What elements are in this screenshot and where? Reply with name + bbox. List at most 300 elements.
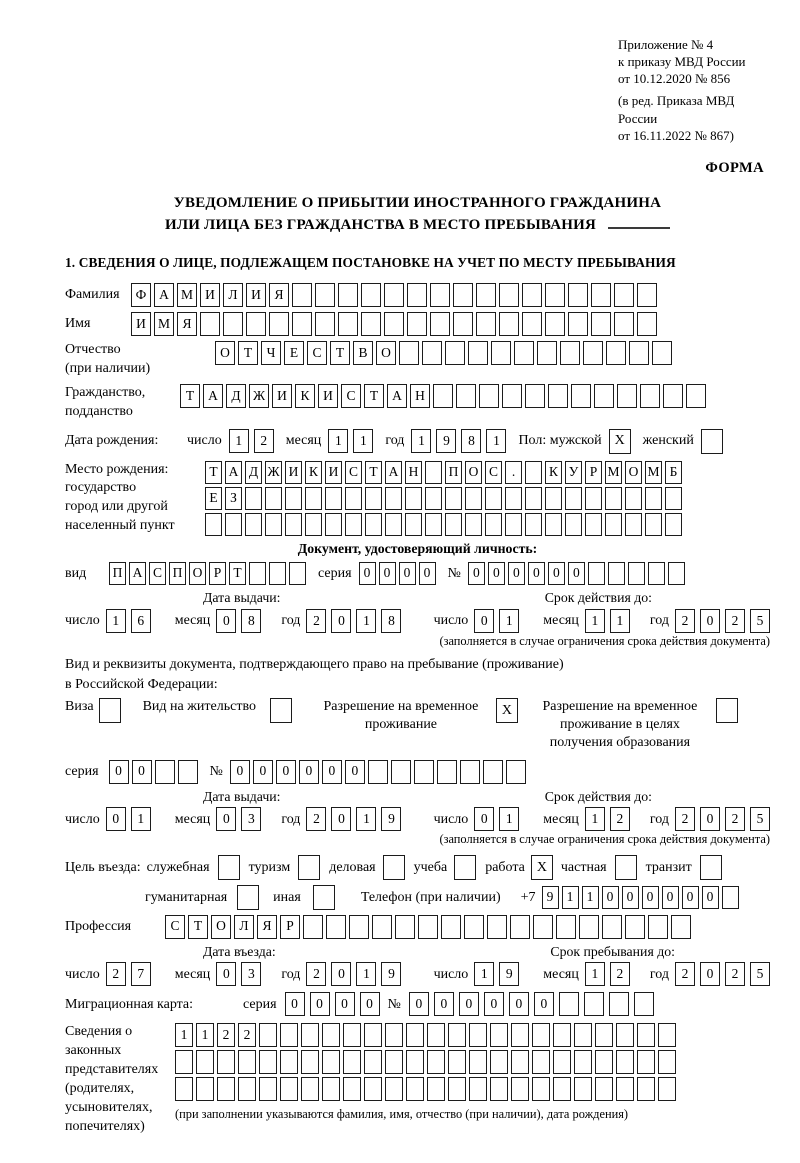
char-cell[interactable]: 9 [381, 807, 401, 831]
char-cell[interactable] [99, 698, 121, 723]
char-cell[interactable]: 0 [602, 886, 619, 909]
char-cell[interactable] [491, 341, 511, 365]
char-cell[interactable]: О [211, 915, 231, 939]
char-cell[interactable] [322, 1077, 340, 1101]
char-cell[interactable]: 1 [585, 609, 605, 633]
char-cell[interactable] [591, 312, 611, 336]
char-cell[interactable]: X [496, 698, 518, 723]
char-cell[interactable] [701, 429, 723, 454]
char-cell[interactable] [223, 312, 243, 336]
char-cell[interactable] [427, 1023, 445, 1047]
char-cell[interactable] [460, 760, 480, 784]
char-cell[interactable] [345, 487, 362, 510]
char-cell[interactable]: Н [405, 461, 422, 484]
char-cell[interactable]: 2 [306, 807, 326, 831]
char-cell[interactable] [245, 513, 262, 536]
char-cell[interactable] [343, 1077, 361, 1101]
char-cell[interactable] [364, 1077, 382, 1101]
char-cell[interactable] [259, 1050, 277, 1074]
char-cell[interactable]: 8 [381, 609, 401, 633]
char-cell[interactable] [200, 312, 220, 336]
char-cell[interactable] [269, 312, 289, 336]
char-cell[interactable]: 1 [196, 1023, 214, 1047]
char-cell[interactable] [686, 384, 706, 408]
char-cell[interactable] [571, 384, 591, 408]
char-cell[interactable]: 0 [132, 760, 152, 784]
char-cell[interactable] [259, 1077, 277, 1101]
char-cell[interactable] [217, 1050, 235, 1074]
char-cell[interactable]: М [605, 461, 622, 484]
char-cell[interactable]: 0 [534, 992, 554, 1016]
char-cell[interactable]: 2 [725, 807, 745, 831]
char-cell[interactable]: 1 [229, 429, 249, 453]
char-cell[interactable] [468, 341, 488, 365]
char-cell[interactable]: 0 [322, 760, 342, 784]
char-cell[interactable] [269, 562, 286, 585]
char-cell[interactable]: 0 [509, 992, 529, 1016]
char-cell[interactable] [361, 283, 381, 307]
char-cell[interactable] [205, 513, 222, 536]
char-cell[interactable] [522, 283, 542, 307]
char-cell[interactable]: 0 [331, 962, 351, 986]
char-cell[interactable]: М [645, 461, 662, 484]
char-cell[interactable] [425, 461, 442, 484]
char-cell[interactable]: 0 [622, 886, 639, 909]
char-cell[interactable]: Я [177, 312, 197, 336]
char-cell[interactable] [628, 562, 645, 585]
char-cell[interactable]: В [353, 341, 373, 365]
char-cell[interactable]: Д [226, 384, 246, 408]
char-cell[interactable] [325, 513, 342, 536]
char-cell[interactable] [722, 886, 739, 909]
char-cell[interactable]: С [307, 341, 327, 365]
char-cell[interactable] [637, 1077, 655, 1101]
char-cell[interactable]: К [295, 384, 315, 408]
char-cell[interactable] [265, 487, 282, 510]
char-cell[interactable]: 0 [310, 992, 330, 1016]
char-cell[interactable] [301, 1023, 319, 1047]
char-cell[interactable]: О [465, 461, 482, 484]
char-cell[interactable] [483, 760, 503, 784]
char-cell[interactable] [532, 1023, 550, 1047]
char-cell[interactable]: 3 [241, 807, 261, 831]
char-cell[interactable]: 0 [409, 992, 429, 1016]
char-cell[interactable] [448, 1023, 466, 1047]
char-cell[interactable]: 1 [610, 609, 630, 633]
char-cell[interactable] [514, 341, 534, 365]
char-cell[interactable]: 0 [253, 760, 273, 784]
char-cell[interactable] [487, 915, 507, 939]
char-cell[interactable] [406, 1050, 424, 1074]
char-cell[interactable] [532, 1077, 550, 1101]
char-cell[interactable] [605, 513, 622, 536]
char-cell[interactable] [579, 915, 599, 939]
char-cell[interactable]: 0 [345, 760, 365, 784]
char-cell[interactable] [499, 283, 519, 307]
char-cell[interactable] [574, 1050, 592, 1074]
char-cell[interactable] [545, 312, 565, 336]
char-cell[interactable] [533, 915, 553, 939]
char-cell[interactable] [343, 1050, 361, 1074]
char-cell[interactable] [553, 1050, 571, 1074]
char-cell[interactable]: К [545, 461, 562, 484]
char-cell[interactable]: И [272, 384, 292, 408]
char-cell[interactable]: 0 [682, 886, 699, 909]
char-cell[interactable] [372, 915, 392, 939]
char-cell[interactable] [292, 312, 312, 336]
char-cell[interactable] [427, 1050, 445, 1074]
char-cell[interactable] [425, 487, 442, 510]
char-cell[interactable]: И [200, 283, 220, 307]
char-cell[interactable] [663, 384, 683, 408]
char-cell[interactable]: Ж [265, 461, 282, 484]
char-cell[interactable]: А [387, 384, 407, 408]
char-cell[interactable]: Т [330, 341, 350, 365]
char-cell[interactable]: 0 [434, 992, 454, 1016]
char-cell[interactable] [430, 283, 450, 307]
char-cell[interactable] [453, 283, 473, 307]
char-cell[interactable] [637, 312, 657, 336]
char-cell[interactable] [545, 513, 562, 536]
char-cell[interactable]: Л [234, 915, 254, 939]
char-cell[interactable] [422, 341, 442, 365]
char-cell[interactable]: Т [365, 461, 382, 484]
char-cell[interactable] [464, 915, 484, 939]
char-cell[interactable] [361, 312, 381, 336]
char-cell[interactable]: 1 [486, 429, 506, 453]
char-cell[interactable]: X [609, 429, 631, 454]
char-cell[interactable] [716, 698, 738, 723]
char-cell[interactable] [595, 1077, 613, 1101]
char-cell[interactable]: 9 [436, 429, 456, 453]
char-cell[interactable]: Т [238, 341, 258, 365]
char-cell[interactable]: 0 [568, 562, 585, 585]
char-cell[interactable] [608, 562, 625, 585]
char-cell[interactable] [218, 855, 240, 880]
char-cell[interactable] [418, 915, 438, 939]
char-cell[interactable] [178, 760, 198, 784]
char-cell[interactable] [407, 283, 427, 307]
char-cell[interactable] [175, 1050, 193, 1074]
char-cell[interactable] [548, 384, 568, 408]
char-cell[interactable] [445, 513, 462, 536]
char-cell[interactable] [217, 1077, 235, 1101]
char-cell[interactable]: О [376, 341, 396, 365]
char-cell[interactable] [292, 283, 312, 307]
char-cell[interactable] [433, 384, 453, 408]
char-cell[interactable]: 0 [474, 807, 494, 831]
char-cell[interactable] [485, 513, 502, 536]
char-cell[interactable]: 0 [106, 807, 126, 831]
char-cell[interactable] [532, 1050, 550, 1074]
char-cell[interactable] [385, 1077, 403, 1101]
char-cell[interactable] [609, 992, 629, 1016]
char-cell[interactable] [490, 1023, 508, 1047]
char-cell[interactable]: 1 [474, 962, 494, 986]
char-cell[interactable] [640, 384, 660, 408]
char-cell[interactable]: 1 [175, 1023, 193, 1047]
char-cell[interactable] [585, 487, 602, 510]
char-cell[interactable] [407, 312, 427, 336]
char-cell[interactable]: А [225, 461, 242, 484]
char-cell[interactable]: 1 [411, 429, 431, 453]
char-cell[interactable]: 0 [276, 760, 296, 784]
char-cell[interactable]: 1 [328, 429, 348, 453]
char-cell[interactable]: 0 [528, 562, 545, 585]
char-cell[interactable] [594, 384, 614, 408]
char-cell[interactable]: 0 [642, 886, 659, 909]
char-cell[interactable] [588, 562, 605, 585]
char-cell[interactable]: 0 [419, 562, 436, 585]
char-cell[interactable]: 8 [461, 429, 481, 453]
char-cell[interactable]: 0 [548, 562, 565, 585]
char-cell[interactable]: 2 [238, 1023, 256, 1047]
char-cell[interactable]: 2 [306, 609, 326, 633]
char-cell[interactable]: 0 [700, 962, 720, 986]
char-cell[interactable] [303, 915, 323, 939]
char-cell[interactable] [602, 915, 622, 939]
char-cell[interactable] [441, 915, 461, 939]
char-cell[interactable]: М [177, 283, 197, 307]
char-cell[interactable]: Т [364, 384, 384, 408]
char-cell[interactable]: Т [180, 384, 200, 408]
char-cell[interactable] [383, 855, 405, 880]
char-cell[interactable]: К [305, 461, 322, 484]
char-cell[interactable] [385, 513, 402, 536]
char-cell[interactable]: Р [209, 562, 226, 585]
char-cell[interactable]: 2 [254, 429, 274, 453]
char-cell[interactable]: 1 [106, 609, 126, 633]
char-cell[interactable] [365, 513, 382, 536]
char-cell[interactable]: 2 [675, 609, 695, 633]
char-cell[interactable] [196, 1050, 214, 1074]
char-cell[interactable] [345, 513, 362, 536]
char-cell[interactable] [385, 1023, 403, 1047]
char-cell[interactable] [637, 283, 657, 307]
char-cell[interactable]: Ч [261, 341, 281, 365]
char-cell[interactable] [700, 855, 722, 880]
char-cell[interactable]: И [325, 461, 342, 484]
char-cell[interactable]: 5 [750, 807, 770, 831]
char-cell[interactable] [465, 513, 482, 536]
char-cell[interactable] [499, 312, 519, 336]
char-cell[interactable] [325, 487, 342, 510]
char-cell[interactable] [280, 1077, 298, 1101]
char-cell[interactable] [326, 915, 346, 939]
char-cell[interactable]: 8 [241, 609, 261, 633]
char-cell[interactable] [465, 487, 482, 510]
char-cell[interactable] [305, 513, 322, 536]
char-cell[interactable] [406, 1023, 424, 1047]
char-cell[interactable]: 0 [331, 609, 351, 633]
char-cell[interactable] [615, 855, 637, 880]
char-cell[interactable] [522, 312, 542, 336]
char-cell[interactable]: 9 [499, 962, 519, 986]
char-cell[interactable] [427, 1077, 445, 1101]
char-cell[interactable] [637, 1050, 655, 1074]
char-cell[interactable] [505, 513, 522, 536]
char-cell[interactable] [645, 487, 662, 510]
char-cell[interactable]: 1 [353, 429, 373, 453]
char-cell[interactable]: 0 [484, 992, 504, 1016]
char-cell[interactable]: X [531, 855, 553, 880]
char-cell[interactable] [645, 513, 662, 536]
char-cell[interactable] [425, 513, 442, 536]
char-cell[interactable]: С [165, 915, 185, 939]
char-cell[interactable] [289, 562, 306, 585]
char-cell[interactable]: 0 [700, 609, 720, 633]
char-cell[interactable]: 1 [499, 807, 519, 831]
char-cell[interactable]: 0 [662, 886, 679, 909]
char-cell[interactable]: С [345, 461, 362, 484]
char-cell[interactable]: Б [665, 461, 682, 484]
char-cell[interactable] [648, 915, 668, 939]
char-cell[interactable] [568, 312, 588, 336]
char-cell[interactable]: П [169, 562, 186, 585]
char-cell[interactable] [584, 992, 604, 1016]
char-cell[interactable]: Я [257, 915, 277, 939]
char-cell[interactable] [298, 855, 320, 880]
char-cell[interactable] [338, 283, 358, 307]
char-cell[interactable]: 1 [562, 886, 579, 909]
char-cell[interactable] [280, 1050, 298, 1074]
char-cell[interactable] [502, 384, 522, 408]
char-cell[interactable]: 1 [356, 609, 376, 633]
char-cell[interactable]: 0 [399, 562, 416, 585]
char-cell[interactable] [368, 760, 388, 784]
char-cell[interactable]: 1 [582, 886, 599, 909]
char-cell[interactable] [479, 384, 499, 408]
char-cell[interactable] [385, 1050, 403, 1074]
char-cell[interactable] [510, 915, 530, 939]
char-cell[interactable] [384, 312, 404, 336]
char-cell[interactable] [155, 760, 175, 784]
char-cell[interactable] [525, 384, 545, 408]
char-cell[interactable]: 0 [474, 609, 494, 633]
char-cell[interactable] [238, 1050, 256, 1074]
char-cell[interactable] [249, 562, 266, 585]
char-cell[interactable] [301, 1077, 319, 1101]
char-cell[interactable] [553, 1023, 571, 1047]
char-cell[interactable] [448, 1050, 466, 1074]
char-cell[interactable] [490, 1077, 508, 1101]
char-cell[interactable]: С [149, 562, 166, 585]
char-cell[interactable]: Р [280, 915, 300, 939]
char-cell[interactable] [445, 341, 465, 365]
char-cell[interactable]: И [285, 461, 302, 484]
char-cell[interactable] [606, 341, 626, 365]
char-cell[interactable]: 6 [131, 609, 151, 633]
char-cell[interactable]: 2 [675, 807, 695, 831]
char-cell[interactable] [454, 855, 476, 880]
char-cell[interactable]: А [203, 384, 223, 408]
char-cell[interactable] [485, 487, 502, 510]
char-cell[interactable] [616, 1050, 634, 1074]
char-cell[interactable] [445, 487, 462, 510]
char-cell[interactable]: Е [284, 341, 304, 365]
char-cell[interactable]: 0 [299, 760, 319, 784]
char-cell[interactable]: 9 [542, 886, 559, 909]
char-cell[interactable]: И [246, 283, 266, 307]
char-cell[interactable]: 0 [216, 807, 236, 831]
char-cell[interactable] [245, 487, 262, 510]
char-cell[interactable]: . [505, 461, 522, 484]
char-cell[interactable] [246, 312, 266, 336]
char-cell[interactable]: Р [585, 461, 602, 484]
char-cell[interactable] [559, 992, 579, 1016]
char-cell[interactable] [315, 283, 335, 307]
char-cell[interactable]: 1 [356, 807, 376, 831]
char-cell[interactable]: 0 [700, 807, 720, 831]
char-cell[interactable] [364, 1023, 382, 1047]
char-cell[interactable] [405, 487, 422, 510]
char-cell[interactable]: 2 [725, 609, 745, 633]
char-cell[interactable] [476, 283, 496, 307]
char-cell[interactable]: 0 [216, 609, 236, 633]
char-cell[interactable]: И [131, 312, 151, 336]
char-cell[interactable]: 7 [131, 962, 151, 986]
char-cell[interactable] [560, 341, 580, 365]
char-cell[interactable] [668, 562, 685, 585]
char-cell[interactable] [574, 1023, 592, 1047]
char-cell[interactable]: 0 [230, 760, 250, 784]
char-cell[interactable] [395, 915, 415, 939]
char-cell[interactable]: Я [269, 283, 289, 307]
char-cell[interactable]: Т [188, 915, 208, 939]
char-cell[interactable] [365, 487, 382, 510]
char-cell[interactable] [237, 885, 259, 910]
char-cell[interactable] [259, 1023, 277, 1047]
char-cell[interactable] [634, 992, 654, 1016]
char-cell[interactable] [265, 513, 282, 536]
char-cell[interactable] [553, 1077, 571, 1101]
char-cell[interactable] [625, 487, 642, 510]
char-cell[interactable] [574, 1077, 592, 1101]
char-cell[interactable]: 5 [750, 962, 770, 986]
char-cell[interactable]: А [385, 461, 402, 484]
char-cell[interactable]: 0 [379, 562, 396, 585]
char-cell[interactable]: Ж [249, 384, 269, 408]
char-cell[interactable]: Т [229, 562, 246, 585]
char-cell[interactable] [414, 760, 434, 784]
char-cell[interactable] [406, 1077, 424, 1101]
char-cell[interactable] [338, 312, 358, 336]
char-cell[interactable] [629, 341, 649, 365]
char-cell[interactable]: 2 [610, 962, 630, 986]
char-cell[interactable] [391, 760, 411, 784]
char-cell[interactable] [652, 341, 672, 365]
char-cell[interactable] [525, 513, 542, 536]
char-cell[interactable] [506, 760, 526, 784]
char-cell[interactable] [315, 312, 335, 336]
char-cell[interactable] [637, 1023, 655, 1047]
char-cell[interactable] [225, 513, 242, 536]
char-cell[interactable]: 9 [381, 962, 401, 986]
char-cell[interactable] [448, 1077, 466, 1101]
char-cell[interactable]: О [215, 341, 235, 365]
char-cell[interactable]: П [109, 562, 126, 585]
char-cell[interactable]: 1 [585, 962, 605, 986]
char-cell[interactable] [665, 513, 682, 536]
char-cell[interactable]: А [154, 283, 174, 307]
char-cell[interactable] [469, 1023, 487, 1047]
char-cell[interactable] [322, 1050, 340, 1074]
char-cell[interactable] [453, 312, 473, 336]
char-cell[interactable]: А [129, 562, 146, 585]
char-cell[interactable] [175, 1077, 193, 1101]
char-cell[interactable]: 0 [216, 962, 236, 986]
char-cell[interactable] [556, 915, 576, 939]
